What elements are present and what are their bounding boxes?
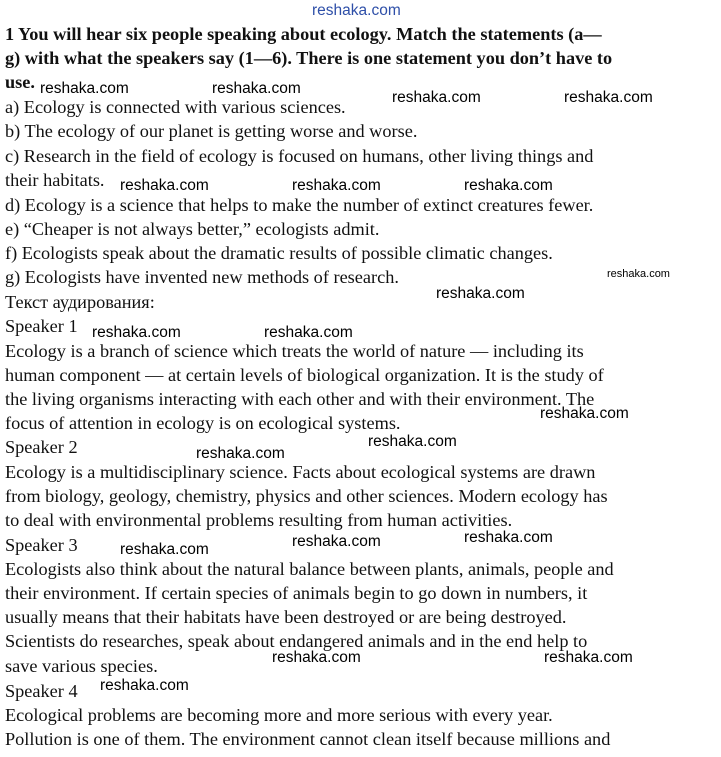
- watermark: reshaka.com: [540, 405, 629, 422]
- watermark: reshaka.com: [272, 649, 361, 666]
- watermark: reshaka.com: [464, 529, 553, 546]
- speaker-2-text-line: Ecology is a multidisciplinary science. Facts about ecological systems are drawn: [5, 462, 596, 482]
- watermark: reshaka.com: [464, 177, 553, 194]
- watermark: reshaka.com: [368, 433, 457, 450]
- statement-b: b) The ecology of our planet is getting worse and worse.: [5, 121, 418, 141]
- speaker-3-text-line: save various species.: [5, 656, 158, 676]
- statement-g: g) Ecologists have invented new methods of research.: [5, 267, 399, 287]
- speaker-1-text-line: focus of attention in ecology is on ecological systems.: [5, 413, 401, 433]
- statement-e: e) “Cheaper is not always better,” ecologists admit.: [5, 219, 380, 239]
- speaker-3-text-line: their environment. If certain species of animals begin to go down in numbers, it: [5, 583, 588, 603]
- watermark: reshaka.com: [100, 677, 189, 694]
- task-line-3: use.: [5, 72, 35, 92]
- watermark: reshaka.com: [292, 533, 381, 550]
- watermark: reshaka.com: [564, 89, 653, 106]
- watermark: reshaka.com: [436, 285, 525, 302]
- speaker-2-text-line: to deal with environmental problems resulting from human activities.: [5, 510, 513, 530]
- watermark: reshaka.com: [264, 324, 353, 341]
- watermark: reshaka.com: [92, 324, 181, 341]
- watermark: reshaka.com: [196, 445, 285, 462]
- speaker-2-label: Speaker 2: [5, 437, 78, 457]
- speaker-1-text-line: Ecology is a branch of science which treats the world of nature — including its: [5, 341, 584, 361]
- watermark: reshaka.com: [392, 89, 481, 106]
- task-line-2: g) with what the speakers say (1—6). There is one statement you don’t have to: [5, 48, 613, 68]
- speaker-3-text-line: usually means that their habitats have been destroyed or are being destroyed.: [5, 607, 567, 627]
- speaker-4-text-line: Pollution is one of them. The environment cannot clean itself because millions and: [5, 729, 611, 749]
- watermark: reshaka.com: [40, 80, 129, 97]
- speaker-3-text-line: Scientists do researches, speak about endangered animals and in the end help to: [5, 631, 588, 651]
- watermark: reshaka.com: [120, 541, 209, 558]
- watermark: reshaka.com: [312, 2, 401, 19]
- speaker-3-text-line: Ecologists also think about the natural balance between plants, animals, people and: [5, 559, 614, 579]
- speaker-3-label: Speaker 3: [5, 535, 78, 555]
- speaker-1-text-line: the living organisms interacting with each other and with their environment. The: [5, 389, 595, 409]
- watermark: reshaka.com: [607, 268, 670, 280]
- statement-d: d) Ecology is a science that helps to make the number of extinct creatures fewer.: [5, 195, 594, 215]
- watermark: reshaka.com: [544, 649, 633, 666]
- task-line-1: 1 You will hear six people speaking about ecology. Match the statements (a—: [5, 24, 602, 44]
- statement-c-line-1: c) Research in the field of ecology is focused on humans, other living things and: [5, 146, 594, 166]
- statement-f: f) Ecologists speak about the dramatic results of possible climatic changes.: [5, 243, 553, 263]
- speaker-1-label: Speaker 1: [5, 316, 78, 336]
- speaker-4-label: Speaker 4: [5, 681, 78, 701]
- watermark: reshaka.com: [120, 177, 209, 194]
- statement-c-line-2: their habitats.: [5, 170, 105, 190]
- transcript-heading: Текст аудирования:: [5, 292, 155, 312]
- watermark: reshaka.com: [292, 177, 381, 194]
- statement-a: a) Ecology is connected with various sciences.: [5, 97, 346, 117]
- speaker-2-text-line: from biology, geology, chemistry, physics and other sciences. Modern ecology has: [5, 486, 608, 506]
- watermark: reshaka.com: [212, 80, 301, 97]
- speaker-1-text-line: human component — at certain levels of biological organization. It is the study of: [5, 365, 604, 385]
- speaker-4-text-line: Ecological problems are becoming more and more serious with every year.: [5, 705, 553, 725]
